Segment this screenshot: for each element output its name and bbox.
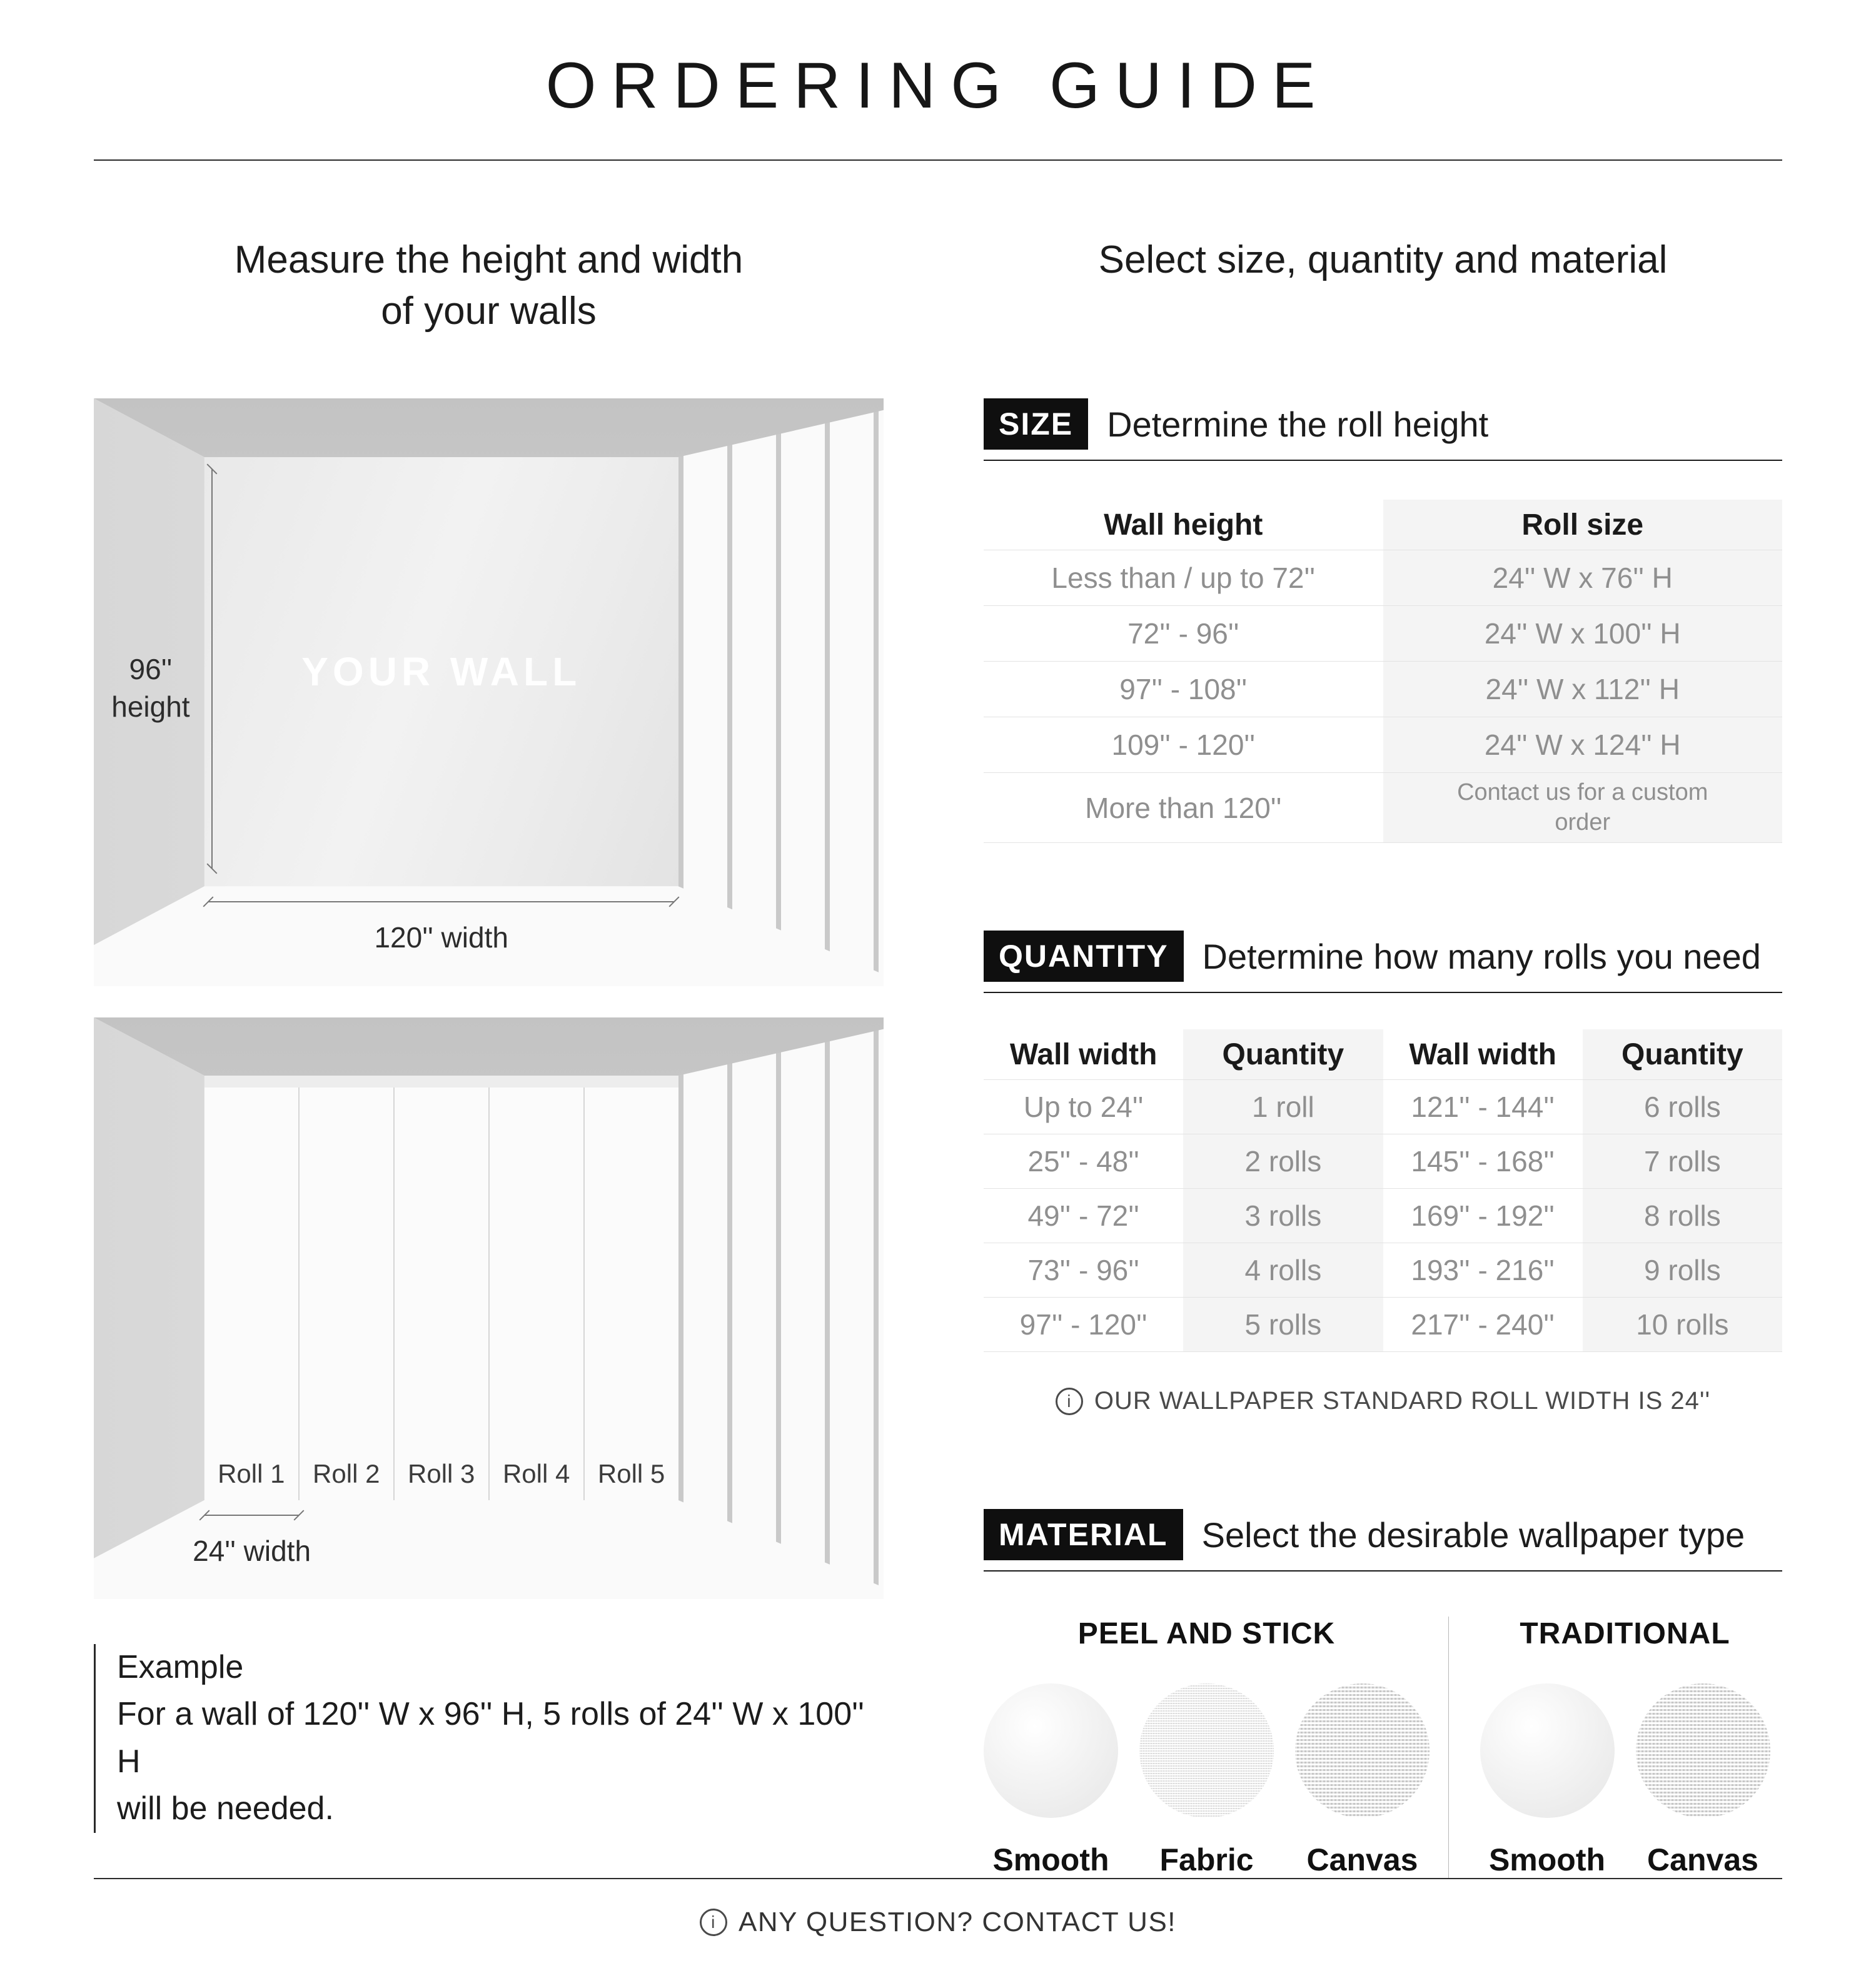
table-row <box>984 773 1782 843</box>
size-subtitle: Determine the roll height <box>1107 404 1489 444</box>
quantity-section-header <box>984 931 1782 993</box>
quantity-cell: 2 rolls <box>1183 1134 1383 1188</box>
wall-width-cell: 193'' - 216'' <box>1411 1254 1555 1286</box>
table-row <box>984 1134 1782 1189</box>
info-icon: i <box>700 1909 727 1936</box>
quantity-cell: 6 rolls <box>1583 1080 1782 1134</box>
info-icon: i <box>1056 1388 1083 1415</box>
wall-width-cell: 49'' - 72'' <box>1027 1199 1139 1232</box>
wall-height-cell: 97'' - 108'' <box>1119 673 1248 705</box>
wall-width-cell: 217'' - 240'' <box>1411 1308 1555 1341</box>
size-section-header <box>984 398 1782 461</box>
example-line2: will be needed. <box>117 1790 334 1827</box>
swatch-row <box>1468 1683 1782 1878</box>
quantity-cell: 5 rolls <box>1183 1298 1383 1351</box>
left-column <box>94 235 884 1833</box>
page-title: ORDERING GUIDE <box>545 49 1331 122</box>
material-badge: MATERIAL <box>984 1509 1183 1560</box>
roll-width-label: 24'' width <box>193 1534 311 1567</box>
custom-order-note: Contact us for a custom order <box>1457 779 1708 835</box>
roll-size-cell: 24'' W x 112'' H <box>1383 662 1783 717</box>
wall-height-cell: More than 120'' <box>1085 791 1282 824</box>
right-column <box>984 235 1782 1878</box>
swatch-canvas <box>1636 1683 1770 1878</box>
roll-panel <box>204 1087 300 1500</box>
room-illustration-wall <box>94 398 884 986</box>
quantity-cell: 4 rolls <box>1183 1243 1383 1297</box>
roll-panels <box>204 1087 678 1500</box>
roll-panel <box>395 1087 490 1500</box>
width-label: 120'' width <box>374 921 508 954</box>
roll-label: Roll 5 <box>597 1458 665 1488</box>
roll-panel <box>490 1087 585 1500</box>
table-row <box>984 1080 1782 1134</box>
wall-height-cell: 109'' - 120'' <box>1111 729 1255 761</box>
footer-text: ANY QUESTION? CONTACT US! <box>738 1907 1177 1937</box>
material-group-peel-and-stick <box>984 1617 1449 1878</box>
swatch-smooth <box>984 1683 1118 1878</box>
material-section-header <box>984 1509 1782 1572</box>
quantity-badge: QUANTITY <box>984 931 1184 982</box>
quantity-header: Quantity <box>1183 1029 1383 1079</box>
table-row <box>984 550 1782 606</box>
roll-panel <box>300 1087 395 1500</box>
smooth-texture-swatch <box>984 1683 1118 1818</box>
roll-label: Roll 1 <box>218 1458 285 1488</box>
roll-label: Roll 3 <box>408 1458 475 1488</box>
table-row <box>984 1243 1782 1298</box>
size-table-header-row <box>984 500 1782 550</box>
quantity-cell: 1 roll <box>1183 1080 1383 1134</box>
main-content <box>0 161 1876 1878</box>
size-badge: SIZE <box>984 398 1088 450</box>
swatch-label: Canvas <box>1647 1842 1758 1877</box>
fabric-texture-swatch <box>1139 1683 1274 1818</box>
wall-width-cell: 25'' - 48'' <box>1027 1145 1139 1178</box>
quantity-cell: 8 rolls <box>1583 1189 1782 1243</box>
roll-panel <box>585 1087 678 1500</box>
height-value: 96'' <box>129 653 173 686</box>
swatch-fabric <box>1139 1683 1274 1878</box>
material-group-title: TRADITIONAL <box>1520 1617 1730 1650</box>
left-heading <box>94 235 884 398</box>
table-row <box>984 606 1782 662</box>
table-row <box>984 1189 1782 1243</box>
quantity-cell: 10 rolls <box>1583 1298 1782 1351</box>
footer <box>94 1878 1782 1983</box>
roll-size-cell: 24'' W x 100'' H <box>1383 606 1783 661</box>
room-window <box>678 1017 884 1599</box>
roll-label: Roll 2 <box>313 1458 380 1488</box>
example-title: Example <box>117 1649 244 1685</box>
swatch-row <box>984 1683 1430 1878</box>
height-dimension-line <box>211 469 213 869</box>
example-line1: For a wall of 120'' W x 96'' H, 5 rolls of 24'' W x 100'' H <box>117 1696 864 1780</box>
canvas-texture-swatch <box>1295 1683 1430 1818</box>
quantity-header: Quantity <box>1583 1029 1782 1079</box>
wall-width-cell: Up to 24'' <box>1023 1091 1144 1123</box>
wall-width-header: Wall width <box>1009 1037 1157 1071</box>
material-group-traditional <box>1449 1617 1782 1878</box>
quantity-section <box>984 931 1782 1415</box>
swatch-smooth <box>1480 1683 1615 1878</box>
room-illustration-rolls <box>94 1017 884 1599</box>
material-groups <box>984 1617 1782 1878</box>
size-table <box>984 500 1782 843</box>
roll-label: Roll 4 <box>502 1458 570 1488</box>
swatch-label: Fabric <box>1159 1842 1254 1877</box>
width-dimension-line <box>208 901 674 902</box>
table-row <box>984 1298 1782 1352</box>
material-section <box>984 1509 1782 1878</box>
swatch-canvas <box>1295 1683 1430 1878</box>
roll-width-dimension-line <box>204 1515 300 1516</box>
wall-width-header: Wall width <box>1409 1037 1556 1071</box>
wall-width-cell: 97'' - 120'' <box>1019 1308 1147 1341</box>
quantity-cell: 9 rolls <box>1583 1243 1782 1297</box>
roll-width-note <box>984 1387 1782 1415</box>
quantity-table-header-row <box>984 1029 1782 1080</box>
wall-height-cell: Less than / up to 72'' <box>1051 562 1316 594</box>
swatch-label: Canvas <box>1306 1842 1418 1877</box>
quantity-table <box>984 1029 1782 1352</box>
wall-width-cell: 121'' - 144'' <box>1411 1091 1555 1123</box>
quantity-cell: 3 rolls <box>1183 1189 1383 1243</box>
table-row <box>984 717 1782 773</box>
wall-height-cell: 72'' - 96'' <box>1127 617 1239 650</box>
room-window <box>678 398 884 986</box>
wall-width-cell: 169'' - 192'' <box>1411 1199 1555 1232</box>
roll-size-cell: 24'' W x 124'' H <box>1383 717 1783 772</box>
wall-width-cell: 145'' - 168'' <box>1411 1145 1555 1178</box>
right-heading: Select size, quantity and material <box>1098 238 1668 281</box>
height-word: height <box>111 690 190 723</box>
left-heading-line2: of your walls <box>381 289 597 333</box>
example-note <box>94 1644 884 1833</box>
wall-height-header: Wall height <box>1104 508 1263 542</box>
roll-size-cell <box>1383 773 1783 842</box>
roll-width-note-text: OUR WALLPAPER STANDARD ROLL WIDTH IS 24'' <box>1094 1387 1711 1415</box>
your-wall <box>204 457 678 886</box>
roll-size-cell: 24'' W x 76'' H <box>1383 550 1783 605</box>
canvas-texture-swatch <box>1636 1683 1770 1818</box>
quantity-subtitle: Determine how many rolls you need <box>1202 936 1761 976</box>
your-wall-label: YOUR WALL <box>301 649 582 695</box>
swatch-label: Smooth <box>1488 1842 1606 1877</box>
material-subtitle: Select the desirable wallpaper type <box>1201 1515 1745 1555</box>
table-row <box>984 662 1782 717</box>
height-label <box>103 651 198 726</box>
swatch-label: Smooth <box>992 1842 1109 1877</box>
left-heading-line1: Measure the height and width <box>234 238 744 281</box>
material-group-title: PEEL AND STICK <box>1077 1617 1336 1650</box>
quantity-cell: 7 rolls <box>1583 1134 1782 1188</box>
smooth-texture-swatch <box>1480 1683 1615 1818</box>
wall-width-cell: 73'' - 96'' <box>1027 1254 1139 1286</box>
roll-size-header: Roll size <box>1383 500 1783 550</box>
